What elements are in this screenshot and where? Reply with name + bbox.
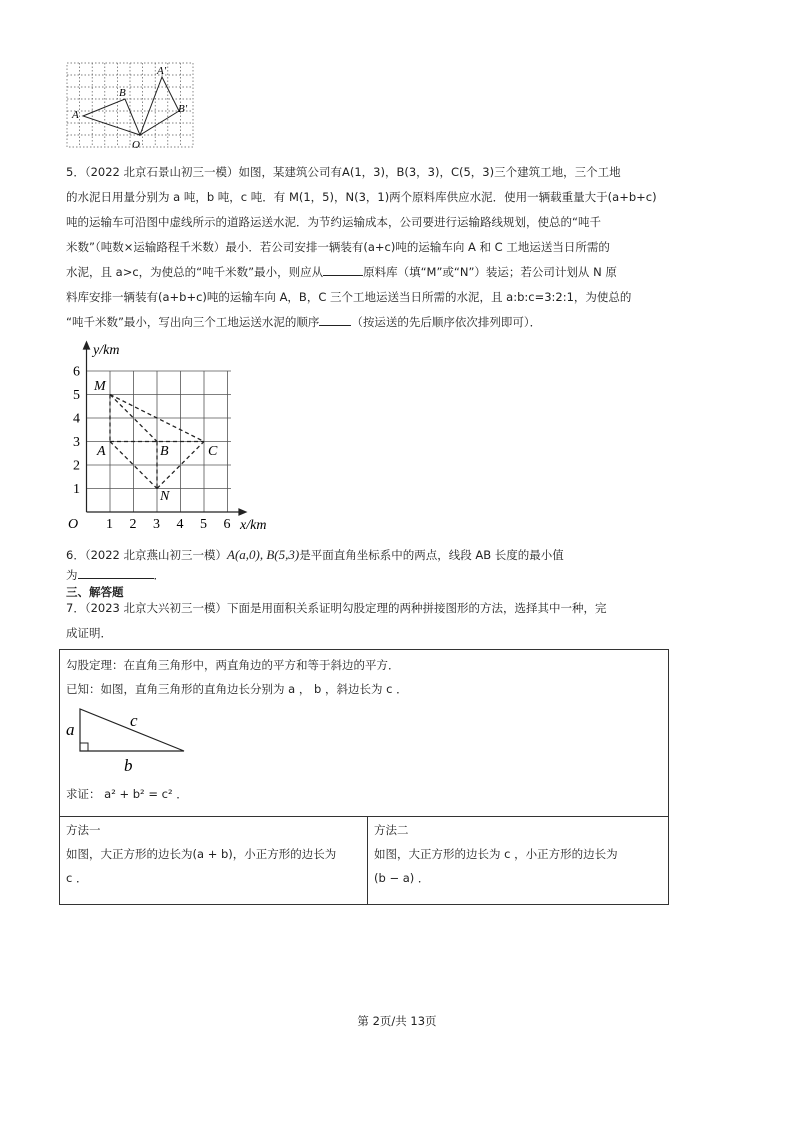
origin-label: O [68, 517, 79, 532]
answer-blank-3[interactable] [78, 566, 154, 579]
label-a: A [72, 109, 79, 121]
point-c-label: C [208, 444, 218, 459]
label-b-prime: B' [178, 103, 188, 115]
q5-line-7-b: （按运送的先后顺序依次排列即可）． [351, 315, 542, 329]
coordinate-graph [60, 338, 290, 538]
q6-suffix: ． [153, 568, 165, 582]
rotation-figure [66, 62, 194, 150]
method-2-cell [368, 816, 668, 904]
point-n-label: N [160, 489, 170, 504]
x-axis-label: x/km [240, 518, 267, 533]
x-tick-4: 4 [176, 517, 184, 532]
theorem-statement: 勾股定理：在直角三角形中，两直角边的平方和等于斜边的平方． [66, 658, 400, 672]
q5-line-1: 5．（2022 北京石景山初三一模）如图，某建筑公司有A(1，3)，B(3，3)，C(5，3)三个建筑工地，三个工地 [66, 165, 621, 179]
q5-line-4: 米数”（吨数×运输路程千米数）最小．若公司安排一辆装有(a+c)吨的运输车向 A 和 C 工地运送当日所需的 [66, 240, 610, 254]
q6-prefix: 为 [66, 568, 78, 582]
label-b: B [119, 87, 126, 99]
q6-line-1 [66, 545, 678, 565]
method-2-line-1: 如图，大正方形的边长为 c ，小正方形的边长为 [374, 847, 618, 861]
q5-line-7 [66, 312, 678, 332]
method-1-cell [60, 816, 368, 904]
y-tick-4: 4 [73, 411, 80, 427]
q5-line-5-b: 原料库（填“M”或“N”）装运；若公司计划从 N 原 [363, 265, 617, 279]
q5-line-2: 的水泥日用量分别为 a 吨，b 吨，c 吨．有 M(1，5)，N(3，1)两个原料库供应水泥．使用一辆载重量大于(a+b+c) [66, 190, 657, 204]
label-a-prime: A' [157, 65, 167, 77]
triangle-a1b1o [140, 77, 179, 135]
proof-table [59, 649, 669, 905]
method-1-line-2: c ． [66, 871, 88, 885]
q5-line-5-a: 水泥，且 a>c，为使总的“吨千米数”最小，则应从 [66, 265, 324, 279]
y-tick-2: 2 [73, 458, 80, 474]
side-a-label: a [66, 720, 75, 739]
x-tick-6: 6 [223, 517, 231, 532]
triangle-abo [83, 99, 140, 135]
y-tick-5: 5 [73, 388, 80, 403]
dotted-grid [67, 63, 193, 147]
q7-line-1: 7．（2023 北京大兴初三一模）下面是用面积关系证明勾股定理的两种拼接图形的方法，选择其中一种，完 [66, 601, 607, 615]
section-heading: 三、解答题 [66, 585, 124, 599]
prove-statement: 求证： a² + b² = c² ． [66, 787, 188, 801]
x-tick-3: 3 [153, 517, 160, 532]
x-tick-2: 2 [129, 517, 137, 532]
q6-formula: A(a,0), B(5,3) [227, 547, 300, 562]
y-axis-label: y/km [93, 343, 120, 358]
point-b-label: B [160, 444, 169, 459]
method-2-line-2: (b − a) ． [374, 871, 430, 885]
answer-blank-1[interactable] [323, 263, 363, 276]
point-a-label: A [97, 444, 106, 459]
q7-line-2: 成证明． [66, 626, 112, 640]
q5-line-7-a: “吨千米数”最小，写出向三个工地运送水泥的顺序 [66, 315, 320, 329]
x-tick-5: 5 [200, 517, 207, 532]
y-tick-6: 6 [73, 364, 80, 380]
q5-line-3: 吨的运输车可沿图中虚线所示的道路运送水泥．为节约运输成本，公司要进行运输路线规划，使总的“吨千 [66, 215, 601, 229]
right-triangle-figure [64, 704, 194, 776]
side-c-label: c [130, 711, 138, 730]
grid-lines [87, 371, 232, 512]
q6-text: 是平面直角坐标系中的两点，线段 AB 长度的最小值 [299, 548, 564, 562]
method-2-title: 方法二 [374, 823, 409, 837]
page-footer: 第 2页/共 13页 [357, 1014, 437, 1028]
label-o: O [132, 139, 140, 150]
y-tick-3: 3 [73, 435, 80, 450]
theorem-cell [60, 650, 668, 817]
method-1-line-1: 如图，大正方形的边长为(a + b)，小正方形的边长为 [66, 847, 337, 861]
point-m-label: M [94, 379, 106, 394]
q5-line-5 [66, 262, 678, 282]
given-statement: 已知：如图，直角三角形的直角边长分别为 a ， b ，斜边长为 c ． [66, 682, 408, 696]
method-1-title: 方法一 [66, 823, 101, 837]
y-tick-1: 1 [73, 482, 80, 497]
q5-line-6: 料库安排一辆装有(a+b+c)吨的运输车向 A，B，C 三个工地运送当日所需的水泥，且 a:b:c=3:2:1，为使总的 [66, 290, 632, 304]
x-tick-1: 1 [106, 517, 113, 532]
q6-source: 6．（2022 北京燕山初三一模） [66, 548, 227, 562]
answer-blank-2[interactable] [319, 313, 351, 326]
side-b-label: b [124, 756, 133, 775]
